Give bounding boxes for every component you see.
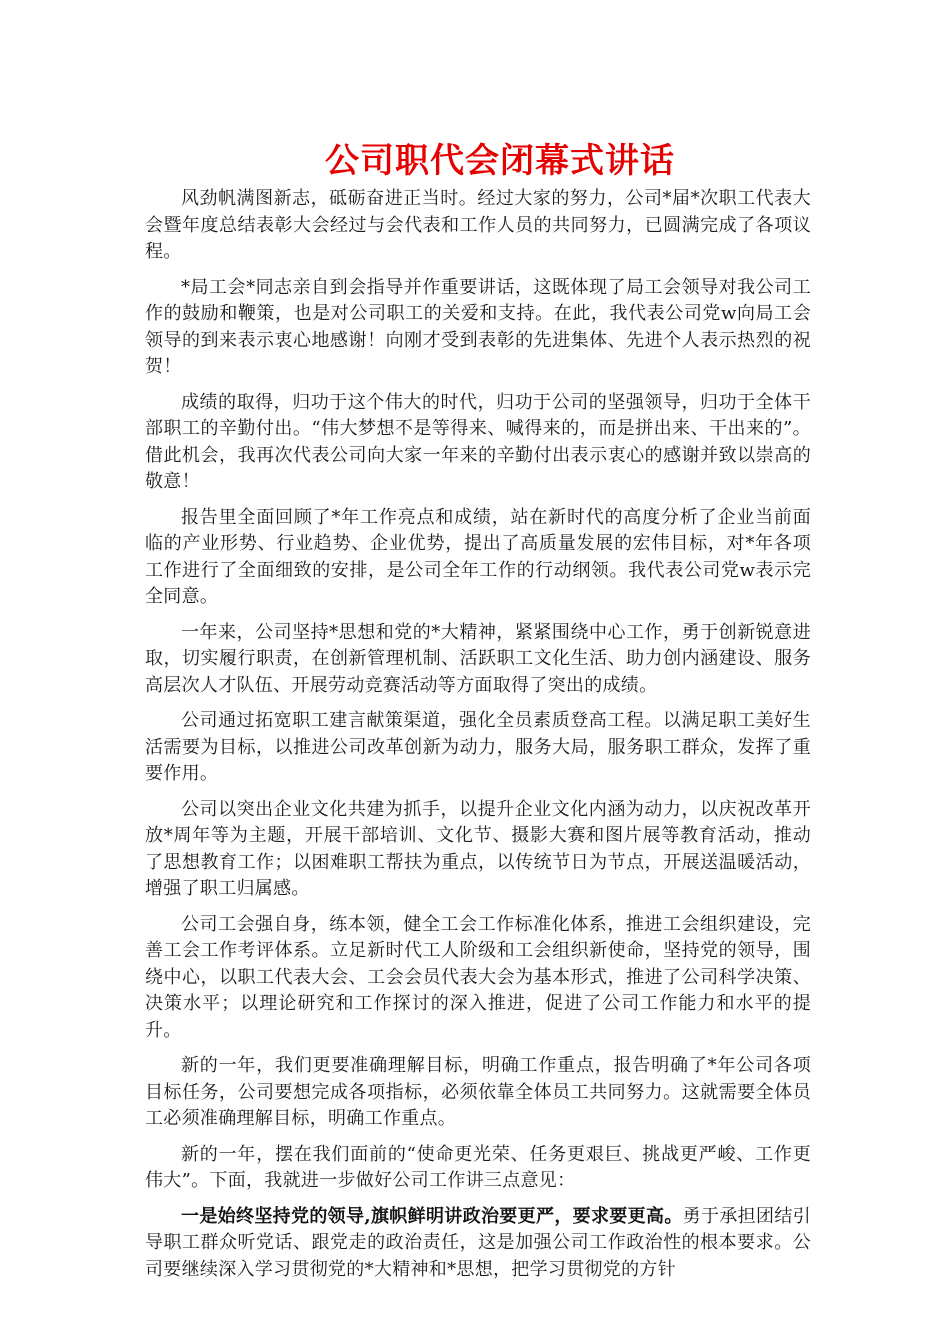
point-one-heading: 一是始终坚持党的领导,旗帜鲜明讲政治要更严，要求要更高。: [181, 1205, 683, 1227]
document-body: [145, 186, 811, 1292]
body-paragraph: *局工会*同志亲自到会指导并作重要讲话，这既体现了局工会领导对我公司工作的鼓励和鞭策，也是对公司职工的关爱和支持。在此，我代表公司党w向局工会领导的到来表示衷心地感谢！向刚才受到表彰的先进集体、先进个人表示热烈的祝贺！: [145, 276, 811, 377]
document-title: 公司职代会闭幕式讲话: [325, 141, 675, 181]
body-paragraph: 公司以突出企业文化共建为抓手，以提升企业文化内涵为动力，以庆祝改革开放*周年等为主题，开展干部培训、文化节、摄影大赛和图片展等教育活动，推动了思想教育工作；以困难职工帮扶为重点，以传统节日为节点，开展送温暖活动，增强了职工归属感。: [145, 798, 811, 899]
final-paragraph: [145, 1204, 811, 1284]
body-paragraph: 报告里全面回顾了*年工作亮点和成绩，站在新时代的高度分析了企业当前面临的产业形势、行业趋势、企业优势，提出了高质量发展的宏伟目标，对*年各项工作进行了全面细致的安排，是公司全年工作的行动纲领。我代表公司党w表示完全同意。: [145, 506, 811, 607]
body-paragraph: 新的一年，摆在我们面前的“使命更光荣、任务更艰巨、挑战更严峻、工作更伟大”。下面，我就进一步做好公司工作讲三点意见：: [145, 1143, 811, 1191]
point-one-text: 勇于承担团结引导职工群众听党话、跟党走的政治责任，这是加强公司工作政治性的根本要求。公司要继续深入学习贯彻党的*大精神和*思想，把学习贯彻党的方针: [145, 1205, 811, 1280]
body-paragraph: 成绩的取得，归功于这个伟大的时代，归功于公司的坚强领导，归功于全体干部职工的辛勤付出。“伟大梦想不是等得来、喊得来的，而是拼出来、干出来的”。借此机会，我再次代表公司向大家一年来的辛勤付出表示衷心的感谢并致以崇高的敬意！: [145, 391, 811, 492]
body-paragraph: 风劲帆满图新志，砥砺奋进正当时。经过大家的努力，公司*届*次职工代表大会暨年度总结表彰大会经过与会代表和工作人员的共同努力，已圆满完成了各项议程。: [145, 188, 811, 262]
body-paragraph: 一年来，公司坚持*思想和党的*大精神，紧紧围绕中心工作，勇于创新锐意进取，切实履行职责，在创新管理机制、活跃职工文化生活、助力创内涵建设、服务高层次人才队伍、开展劳动竞赛活动等方面取得了突出的成绩。: [145, 621, 811, 696]
body-paragraph: 新的一年，我们更要准确理解目标，明确工作重点，报告明确了*年公司各项目标任务，公司要想完成各项指标，必须依靠全体员工共同努力。这就需要全体员工必须准确理解目标，明确工作重点。: [145, 1055, 811, 1129]
body-paragraph: 公司工会强自身，练本领，健全工会工作标准化体系，推进工会组织建设，完善工会工作考评体系。立足新时代工人阶级和工会组织新使命，坚持党的领导，围绕中心，以职工代表大会、工会会员代表大会为基本形式，推进了公司科学决策、决策水平；以理论研究和工作探讨的深入推进，促进了公司工作能力和水平的提升。: [145, 913, 811, 1041]
body-paragraph: 公司通过拓宽职工建言献策渠道，强化全员素质登高工程。以满足职工美好生活需要为目标，以推进公司改革创新为动力，服务大局，服务职工群众，发挥了重要作用。: [145, 710, 811, 784]
